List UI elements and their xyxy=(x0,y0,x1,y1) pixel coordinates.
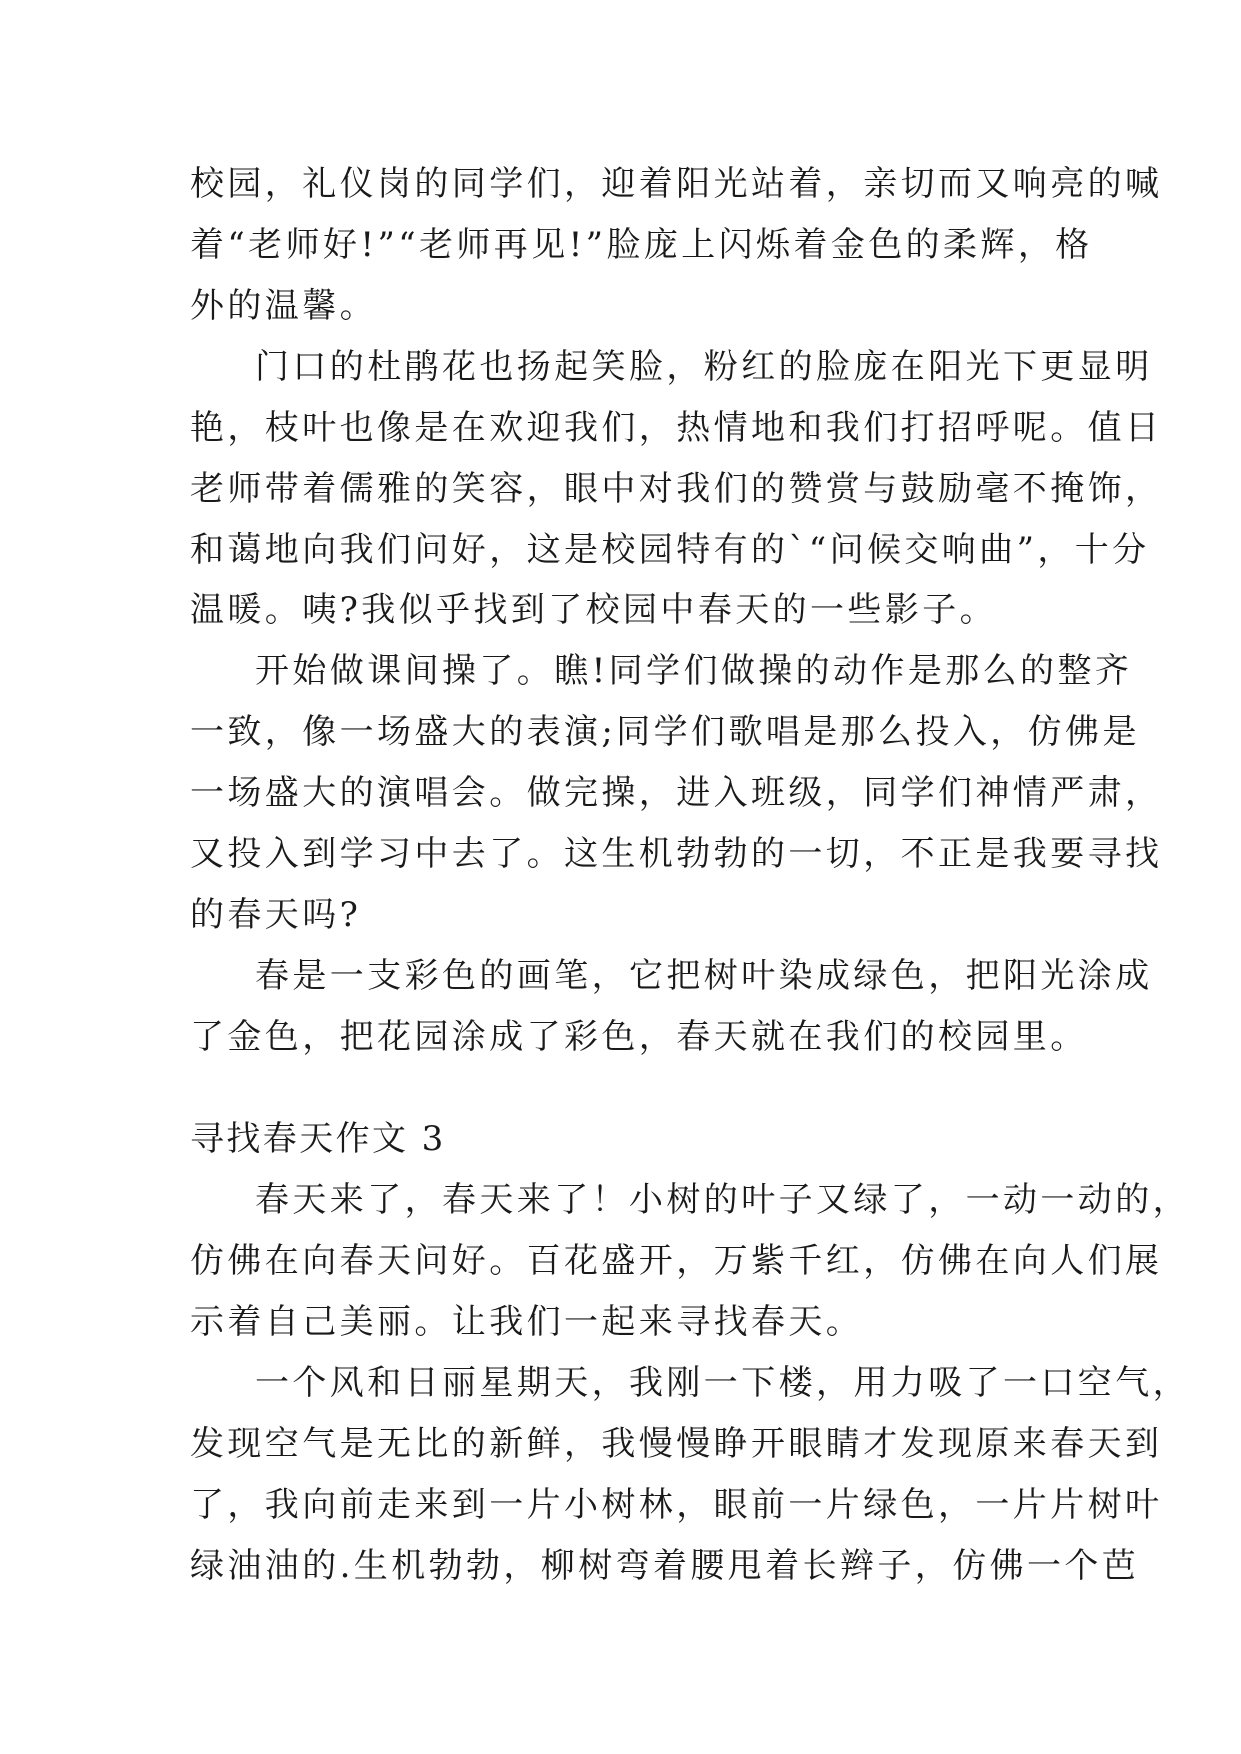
text-line: 门口的杜鹃花也扬起笑脸，粉红的脸庞在阳光下更显明 xyxy=(255,347,1153,387)
text-line: 老师带着儒雅的笑容，眼中对我们的赞赏与鼓励毫不掩饰， xyxy=(190,469,1163,509)
text-line: 一个风和日丽星期天，我刚一下楼，用力吸了一口空气， xyxy=(255,1363,1190,1403)
text-line: 了，我向前走来到一片小树林，眼前一片绿色，一片片树叶 xyxy=(190,1485,1163,1525)
text-line: 又投入到学习中去了。这生机勃勃的一切，不正是我要寻找 xyxy=(190,834,1163,874)
text-line: 绿油油的.生机勃勃，柳树弯着腰甩着长辫子，仿佛一个芭 xyxy=(190,1546,1140,1586)
text-line: 的春天吗? xyxy=(190,895,362,935)
text-line: 示着自己美丽。让我们一起来寻找春天。 xyxy=(190,1302,864,1342)
text-line: 着“老师好!”“老师再见!”脸庞上闪烁着金色的柔辉，格 xyxy=(190,225,1093,265)
section-heading: 寻找春天作文 3 xyxy=(190,1119,446,1159)
text-line: 仿佛在向春天问好。百花盛开，万紫千红，仿佛在向人们展 xyxy=(190,1241,1163,1281)
text-line: 艳，枝叶也像是在欢迎我们，热情地和我们打招呼呢。值日 xyxy=(190,408,1163,448)
text-line: 外的温馨。 xyxy=(190,286,377,326)
text-line: 和蔼地向我们问好，这是校园特有的`“问候交响曲”，十分 xyxy=(190,530,1150,570)
text-line: 一场盛大的演唱会。做完操，进入班级，同学们神情严肃， xyxy=(190,773,1163,813)
text-line: 开始做课间操了。瞧!同学们做操的动作是那么的整齐 xyxy=(255,651,1133,691)
text-line: 一致，像一场盛大的表演;同学们歌唱是那么投入，仿佛是 xyxy=(190,712,1140,752)
text-line: 春是一支彩色的画笔，它把树叶染成绿色，把阳光涂成 xyxy=(255,956,1153,996)
text-line: 了金色，把花园涂成了彩色，春天就在我们的校园里。 xyxy=(190,1017,1088,1057)
text-line: 春天来了，春天来了！小树的叶子又绿了，一动一动的， xyxy=(255,1180,1190,1220)
text-line: 发现空气是无比的新鲜，我慢慢睁开眼睛才发现原来春天到 xyxy=(190,1424,1163,1464)
text-line: 温暖。咦?我似乎找到了校园中春天的一些影子。 xyxy=(190,590,998,630)
text-line: 校园，礼仪岗的同学们，迎着阳光站着，亲切而又响亮的喊 xyxy=(190,164,1163,204)
